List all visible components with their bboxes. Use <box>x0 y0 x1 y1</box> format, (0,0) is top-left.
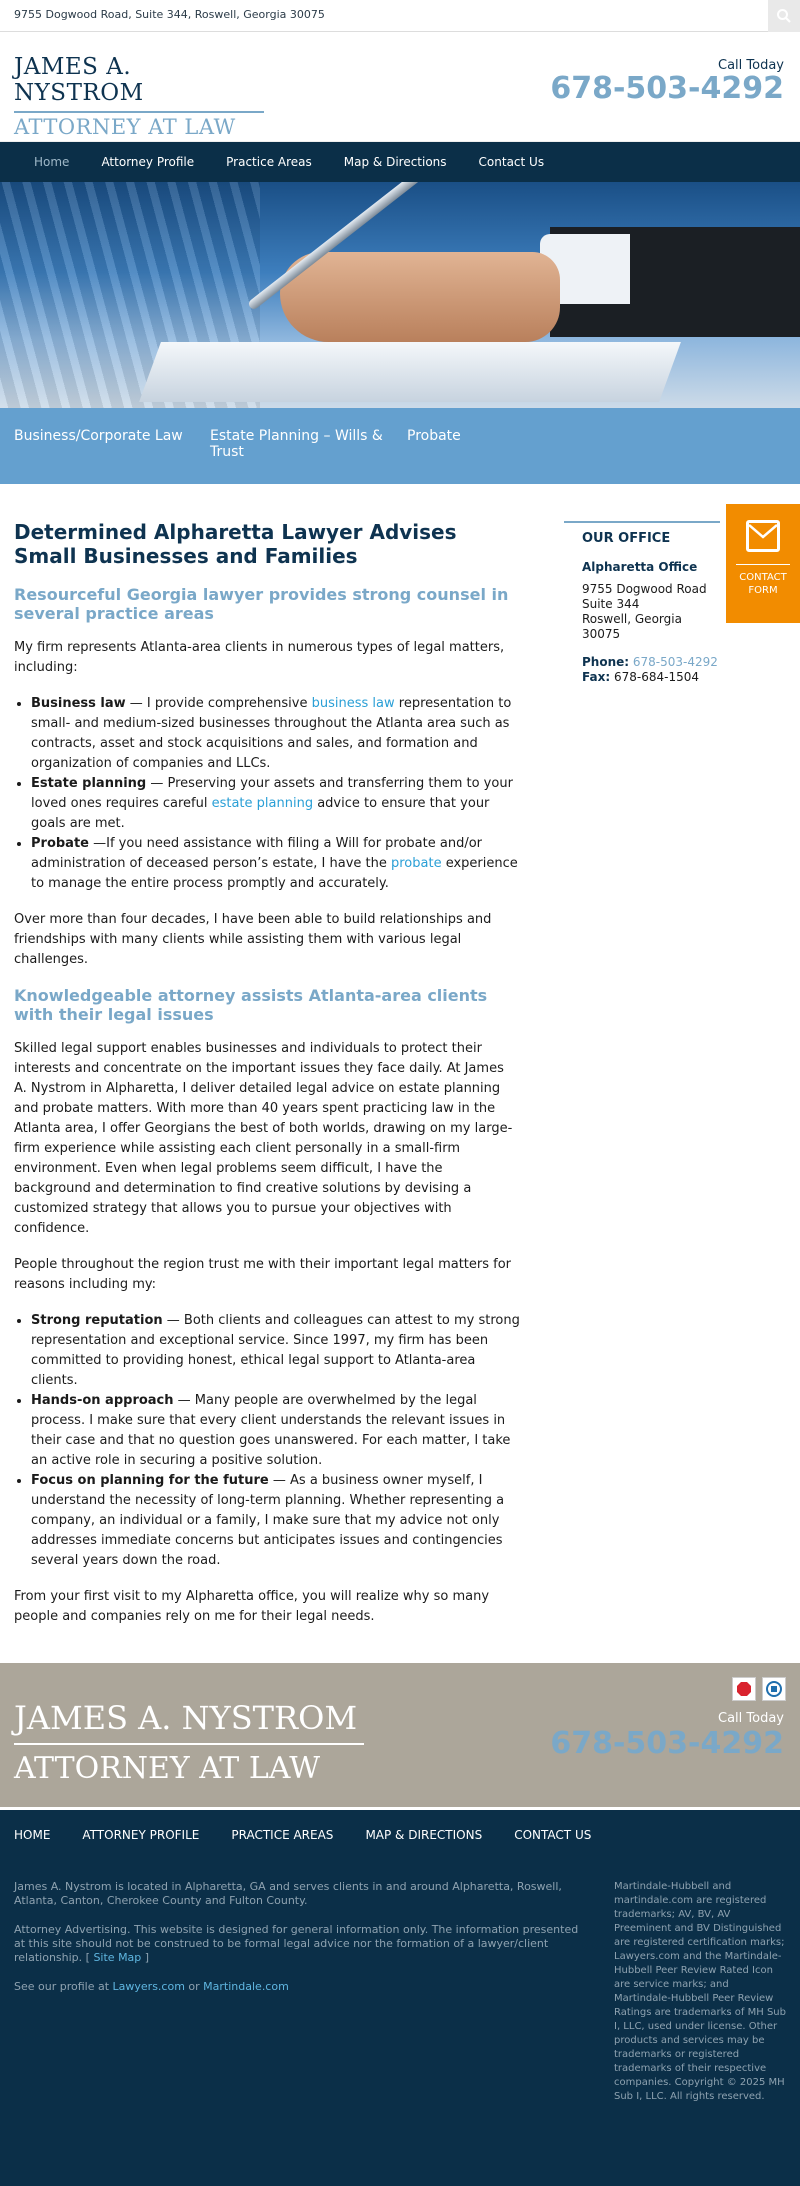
footer-nav <box>14 1828 623 1842</box>
practice-link-business[interactable]: Business/Corporate Law <box>14 428 183 444</box>
contact-form-tab[interactable] <box>726 504 800 623</box>
office-address-line: Roswell, Georgia 30075 <box>582 612 682 641</box>
probate-link[interactable]: probate <box>391 856 442 871</box>
office-fax: 678-684-1504 <box>613 670 699 684</box>
section-heading-1: Resourceful Georgia lawyer provides strong counsel in several practice areas <box>14 585 509 623</box>
site-map-link[interactable]: Site Map <box>93 1951 142 1964</box>
footer-nav-contact-us[interactable]: CONTACT US <box>514 1828 592 1842</box>
footer-main <box>0 1807 800 2186</box>
martindale-badge-icon[interactable] <box>732 1677 756 1701</box>
list-item: • Estate planning — Preserving your assets and transferring them to your loved ones requires careful estate planning advice to ensure that your goals are met. <box>31 774 520 834</box>
practice-area-bar <box>0 408 800 484</box>
footer-phone[interactable]: 678-503-4292 <box>550 1726 784 1761</box>
footer-logo-subtitle: ATTORNEY AT LAW <box>14 1751 321 1786</box>
logo-subtitle: ATTORNEY AT LAW <box>14 115 236 139</box>
office-sidebar <box>564 521 720 685</box>
office-phone[interactable]: 678-503-4292 <box>632 655 718 669</box>
footer-nav-practice-areas[interactable]: PRACTICE AREAS <box>231 1828 334 1842</box>
footer-brand <box>0 1663 800 1807</box>
list-item: • Strong reputation — Both clients and colleagues can attest to my strong representation and exceptional service. Since 1997, my firm has been committed to providing honest, ethical legal support to Atlanta-area clients. <box>31 1311 520 1391</box>
page-title: Determined Alpharetta Lawyer Advises Small Businesses and Families <box>14 520 457 568</box>
nav-practice-areas[interactable]: Practice Areas <box>226 155 312 169</box>
site-header <box>0 32 800 142</box>
paragraph: People throughout the region trust me with their important legal matters for reasons including my: <box>14 1257 512 1292</box>
header-address: 9755 Dogwood Road, Suite 344, Roswell, Georgia 30075 <box>14 8 325 21</box>
section-heading-2: Knowledgeable attorney assists Atlanta-area clients with their legal issues <box>14 986 488 1024</box>
call-today-label: Call Today <box>718 58 784 73</box>
search-icon <box>776 8 792 24</box>
intro-paragraph: My firm represents Atlanta-area clients in numerous types of legal matters, including: <box>14 640 505 675</box>
list-item: • Probate —If you need assistance with filing a Will for probate and/or administration of deceased person’s estate, I have the probate experience to manage the entire process promptly and accurately. <box>31 834 520 894</box>
logo-name: JAMES A. NYSTROM <box>14 54 264 113</box>
practice-link-probate[interactable]: Probate <box>407 428 461 444</box>
contact-tab-label: FORM <box>748 585 778 596</box>
reasons-list <box>31 1311 520 1571</box>
footer-text <box>14 1880 584 2009</box>
nav-home[interactable]: Home <box>34 155 70 169</box>
top-bar <box>0 0 800 32</box>
footer-nav-map-directions[interactable]: MAP & DIRECTIONS <box>365 1828 483 1842</box>
martindale-link[interactable]: Martindale.com <box>203 1980 289 1993</box>
office-fax-row: Fax: 678-684-1504 <box>582 670 699 684</box>
list-item: • Business law — I provide comprehensive business law representation to small- and medium-sized businesses throughout the Atlanta area such as contracts, asset and stock acquisitions and sales, and formation and organization of companies and LLCs. <box>31 694 520 774</box>
header-phone[interactable]: 678-503-4292 <box>550 71 784 106</box>
lawyers-com-link[interactable]: Lawyers.com <box>112 1980 185 1993</box>
rating-badges <box>732 1677 786 1701</box>
office-address-line: 9755 Dogwood Road <box>582 582 707 596</box>
envelope-icon <box>746 520 780 552</box>
office-heading: OUR OFFICE <box>582 531 671 546</box>
site-logo[interactable] <box>14 54 264 139</box>
lawyers-badge-icon[interactable] <box>762 1677 786 1701</box>
search-button[interactable] <box>768 0 800 32</box>
office-phone-row: Phone: 678-503-4292 <box>582 655 718 669</box>
practice-link-estate[interactable]: Estate Planning – Wills & Trust <box>210 428 383 460</box>
office-address-line: Suite 344 <box>582 597 640 611</box>
closing-paragraph: From your first visit to my Alpharetta office, you will realize why so many people and companies rely on me for their legal needs. <box>14 1589 490 1624</box>
main-nav <box>0 142 800 182</box>
main-content <box>14 520 520 1643</box>
footer-nav-attorney-profile[interactable]: ATTORNEY PROFILE <box>82 1828 200 1842</box>
estate-planning-link[interactable]: estate planning <box>211 796 314 811</box>
main-section <box>0 484 800 1663</box>
footer-nav-home[interactable]: HOME <box>14 1828 51 1842</box>
footer-profile: See our profile at Lawyers.com or Martindale.com <box>14 1980 289 1993</box>
paragraph: Skilled legal support enables businesses and individuals to protect their interests and concentrate on the important issues they face daily. At James A. Nystrom in Alpharetta, I deliver detailed legal advice on estate planning and probate matters. With more than 40 years spent practicing law in the Atlanta area, I offer Georgians the best of both worlds, drawing on my large-firm experience while assisting each client personally in a small-firm environment. Even when legal problems seem difficult, I have the background and determination to find creative solutions by devising a customized strategy that allows you to pursue your objectives with confidence. <box>14 1041 513 1236</box>
practice-list <box>31 694 520 894</box>
list-item: • Hands-on approach — Many people are overwhelmed by the legal process. I make sure that every client understands the relevant issues in their case and that no question goes unanswered. For each matter, I take an active role in securing a positive solution. <box>31 1391 520 1471</box>
hero-image <box>0 182 800 408</box>
footer-logo-name: JAMES A. NYSTROM <box>14 1699 364 1745</box>
nav-map-directions[interactable]: Map & Directions <box>343 155 447 169</box>
footer-advertising: Attorney Advertising. This website is designed for general information only. The information presented at this site should not be construed to be formal legal advice nor the formation of a lawyer/client relationship. [ Site Map ] <box>14 1923 579 1964</box>
list-item: • Focus on planning for the future — As a business owner myself, I understand the necessity of long-term planning. Whether representing a company, an individual or a family, I make sure that my advice not only addresses immediate concerns but anticipates issues and contingencies several years down the road. <box>31 1471 520 1571</box>
footer-logo[interactable] <box>14 1699 364 1786</box>
business-law-link[interactable]: business law <box>311 696 395 711</box>
office-name: Alpharetta Office <box>582 560 698 574</box>
paragraph: Over more than four decades, I have been able to build relationships and friendships with many clients while assisting them with various legal challenges. <box>14 912 492 967</box>
contact-tab-label: CONTACT <box>739 572 787 583</box>
footer-disclaimer: Martindale-Hubbell and martindale.com are registered trademarks; AV, BV, AV Preeminent and BV Distinguished are registered certification marks; Lawyers.com and the Martindale-Hubbell Peer Review Rated Icon are service marks; and Martindale-Hubbell Peer Review Ratings are trademarks of MH Sub I, LLC, used under license. Other products and services may be trademarks or registered trademarks of their respective companies. Copyright © 2025 MH Sub I, LLC. All rights reserved. <box>614 1881 786 2102</box>
nav-attorney-profile[interactable]: Attorney Profile <box>101 155 195 169</box>
footer-call-box <box>550 1711 784 1761</box>
nav-contact-us[interactable]: Contact Us <box>478 155 545 169</box>
footer-call-label: Call Today <box>718 1711 784 1726</box>
footer-about: James A. Nystrom is located in Alpharetta, GA and serves clients in and around Alpharetta, Roswell, Atlanta, Canton, Cherokee County and Fulton County. <box>14 1880 562 1907</box>
header-call-box <box>550 58 784 106</box>
